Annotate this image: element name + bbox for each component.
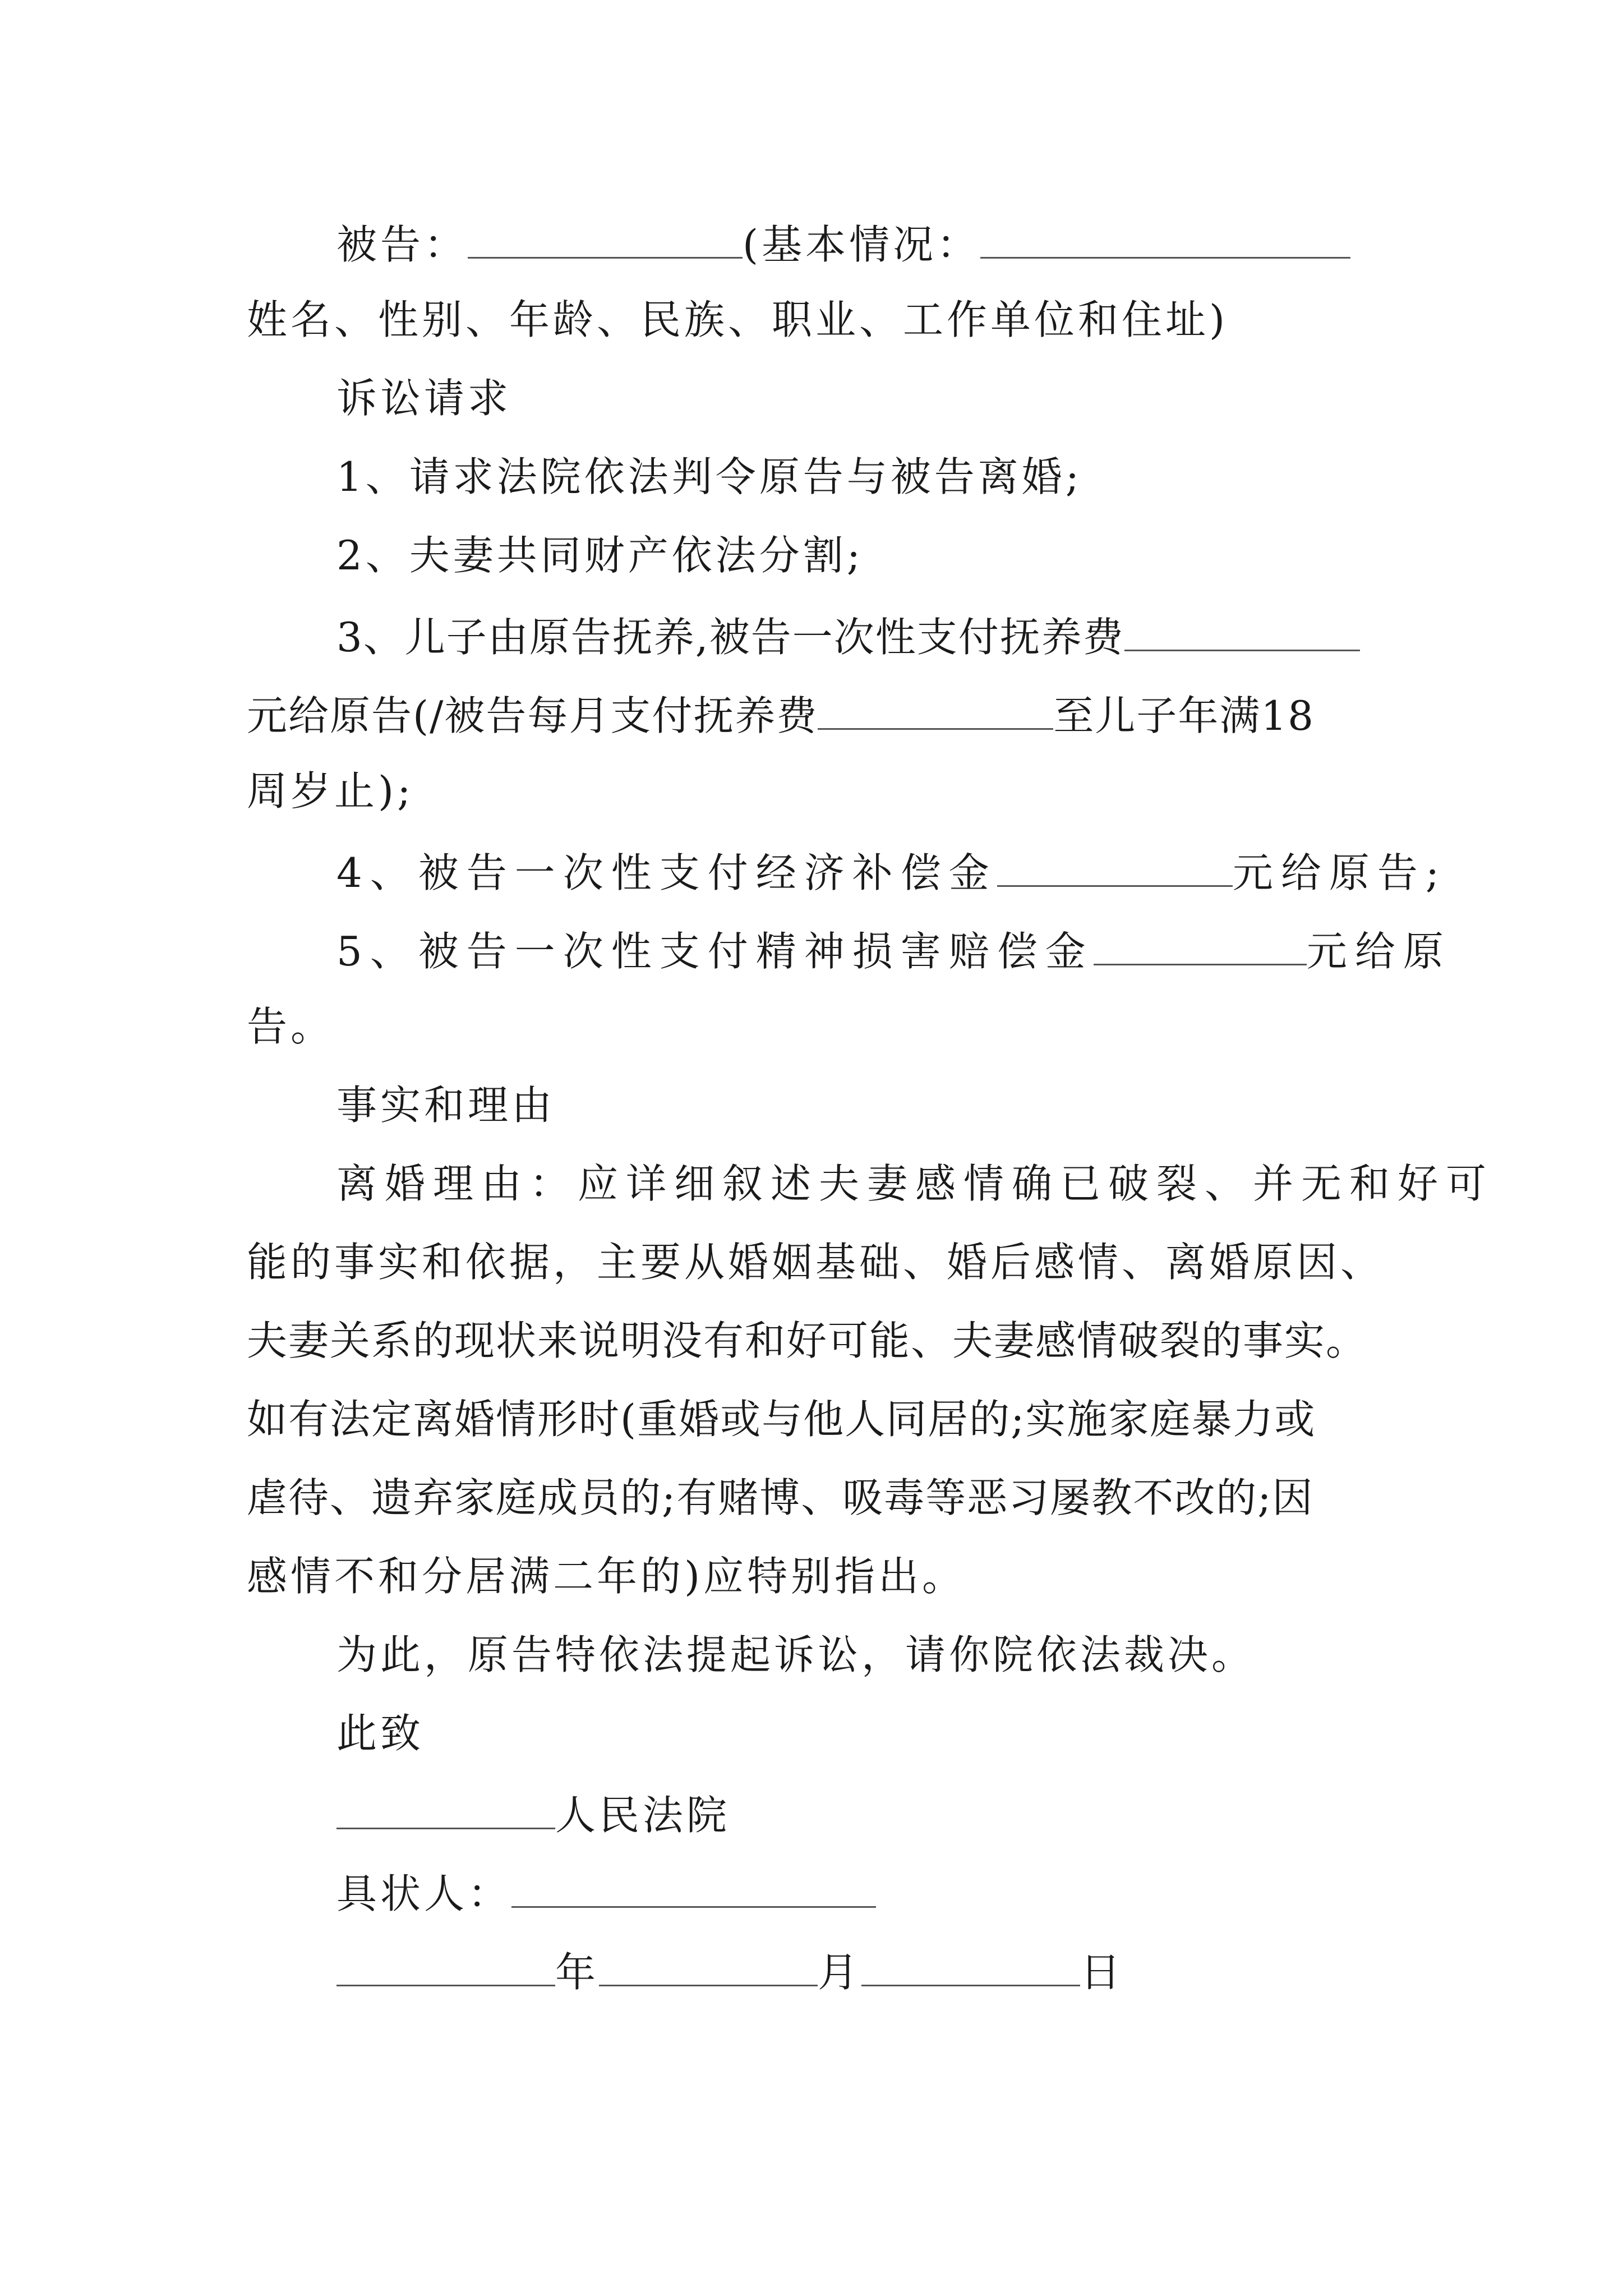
- year-label: 年: [555, 1949, 600, 1996]
- claim-item-1: [336, 449, 1082, 505]
- defendant-label: 被告：: [336, 221, 468, 268]
- defendant-basic-info-prefix: (基本情况：: [743, 221, 981, 268]
- facts-paragraph-line-1: [336, 1156, 1494, 1212]
- month-label: 月: [818, 1949, 862, 1996]
- claim-item-4-part-1: 4、被告一次性支付经济补偿金: [336, 849, 997, 896]
- claim-item-5-line-2: [247, 999, 334, 1055]
- defendant-basic-info-line: [247, 292, 1228, 348]
- claim-item-5-part-3: 告。: [247, 1003, 335, 1050]
- claim-item-5-part-2: 元给原: [1306, 928, 1451, 975]
- year-blank: [336, 1941, 555, 1986]
- claim-item-3-part-1: 3、儿子由原告抚养,被告一次性支付抚养费: [336, 614, 1124, 661]
- facts-heading-text: 事实和理由: [336, 1082, 556, 1129]
- claim-item-3-part-3: 至儿子年满18: [1053, 692, 1315, 739]
- facts-line-1-text: 离婚理由：应详细叙述夫妻感情确已破裂、并无和好可: [336, 1160, 1495, 1207]
- facts-heading: [336, 1077, 555, 1133]
- defendant-name-blank: [468, 213, 743, 259]
- facts-line-6-text: 感情不和分居满二年的)应特别指出。: [247, 1553, 966, 1600]
- salutation: [336, 1705, 424, 1761]
- claim-item-3-line-1: [336, 606, 1360, 665]
- child-support-lump-sum-blank: [1124, 606, 1360, 651]
- facts-paragraph-line-3: [247, 1313, 1367, 1369]
- claim-item-3-part-2: 元给原告(/被告每月支付抚养费: [247, 692, 818, 739]
- facts-paragraph-line-2: [247, 1234, 1384, 1290]
- closing-statement-text: 为此，原告特依法提起诉讼，请你院依法裁决。: [336, 1631, 1256, 1678]
- claim-item-4-part-2: 元给原告;: [1232, 849, 1447, 896]
- facts-paragraph-line-5: [247, 1470, 1314, 1526]
- day-label: 日: [1080, 1949, 1124, 1996]
- economic-compensation-blank: [997, 841, 1233, 887]
- claim-item-4: [336, 841, 1447, 901]
- claim-item-2-text: 2、夫妻共同财产依法分割;: [336, 532, 864, 579]
- plaintiff-signature-blank: [511, 1862, 876, 1908]
- facts-paragraph-line-6: [247, 1548, 966, 1604]
- facts-line-3-text: 夫妻关系的现状来说明没有和好可能、夫妻感情破裂的事实。: [247, 1317, 1368, 1364]
- defendant-basic-info-blank: [980, 213, 1350, 259]
- day-blank: [861, 1941, 1080, 1986]
- defendant-basic-info-detail: 姓名、性别、年龄、民族、职业、工作单位和住址): [247, 296, 1229, 343]
- claim-item-1-text: 1、请求法院依法判令原告与被告离婚;: [336, 453, 1083, 500]
- claim-item-3-line-2: [247, 684, 1315, 744]
- claim-item-5-line-1: [336, 920, 1451, 979]
- facts-paragraph-line-4: [247, 1391, 1316, 1447]
- claim-item-3-line-3: [247, 763, 414, 819]
- closing-statement: [336, 1627, 1255, 1683]
- date-line: [336, 1941, 1124, 2000]
- claim-item-2: [336, 527, 864, 583]
- claims-heading: [336, 370, 511, 426]
- month-blank: [599, 1941, 818, 1986]
- facts-line-4-text: 如有法定离婚情形时(重婚或与他人同居的;实施家庭暴力或: [247, 1396, 1316, 1443]
- court-line: [336, 1784, 730, 1843]
- facts-line-2-text: 能的事实和依据，主要从婚姻基础、婚后感情、离婚原因、: [247, 1239, 1385, 1286]
- plaintiff-label: 具状人：: [336, 1870, 512, 1917]
- facts-line-5-text: 虐待、遗弃家庭成员的;有赌博、吸毒等恶习屡教不改的;因: [247, 1474, 1314, 1521]
- court-suffix: 人民法院: [555, 1792, 731, 1839]
- emotional-damages-blank: [1094, 920, 1307, 965]
- child-support-monthly-blank: [818, 684, 1053, 730]
- claim-item-3-part-4: 周岁止);: [247, 767, 414, 815]
- claim-item-5-part-1: 5、被告一次性支付精神损害赔偿金: [336, 928, 1094, 975]
- defendant-line: [336, 213, 1350, 273]
- plaintiff-signature-line: [336, 1862, 876, 1922]
- claims-heading-text: 诉讼请求: [336, 375, 512, 422]
- salutation-text: 此致: [336, 1710, 425, 1757]
- court-name-blank: [336, 1784, 555, 1829]
